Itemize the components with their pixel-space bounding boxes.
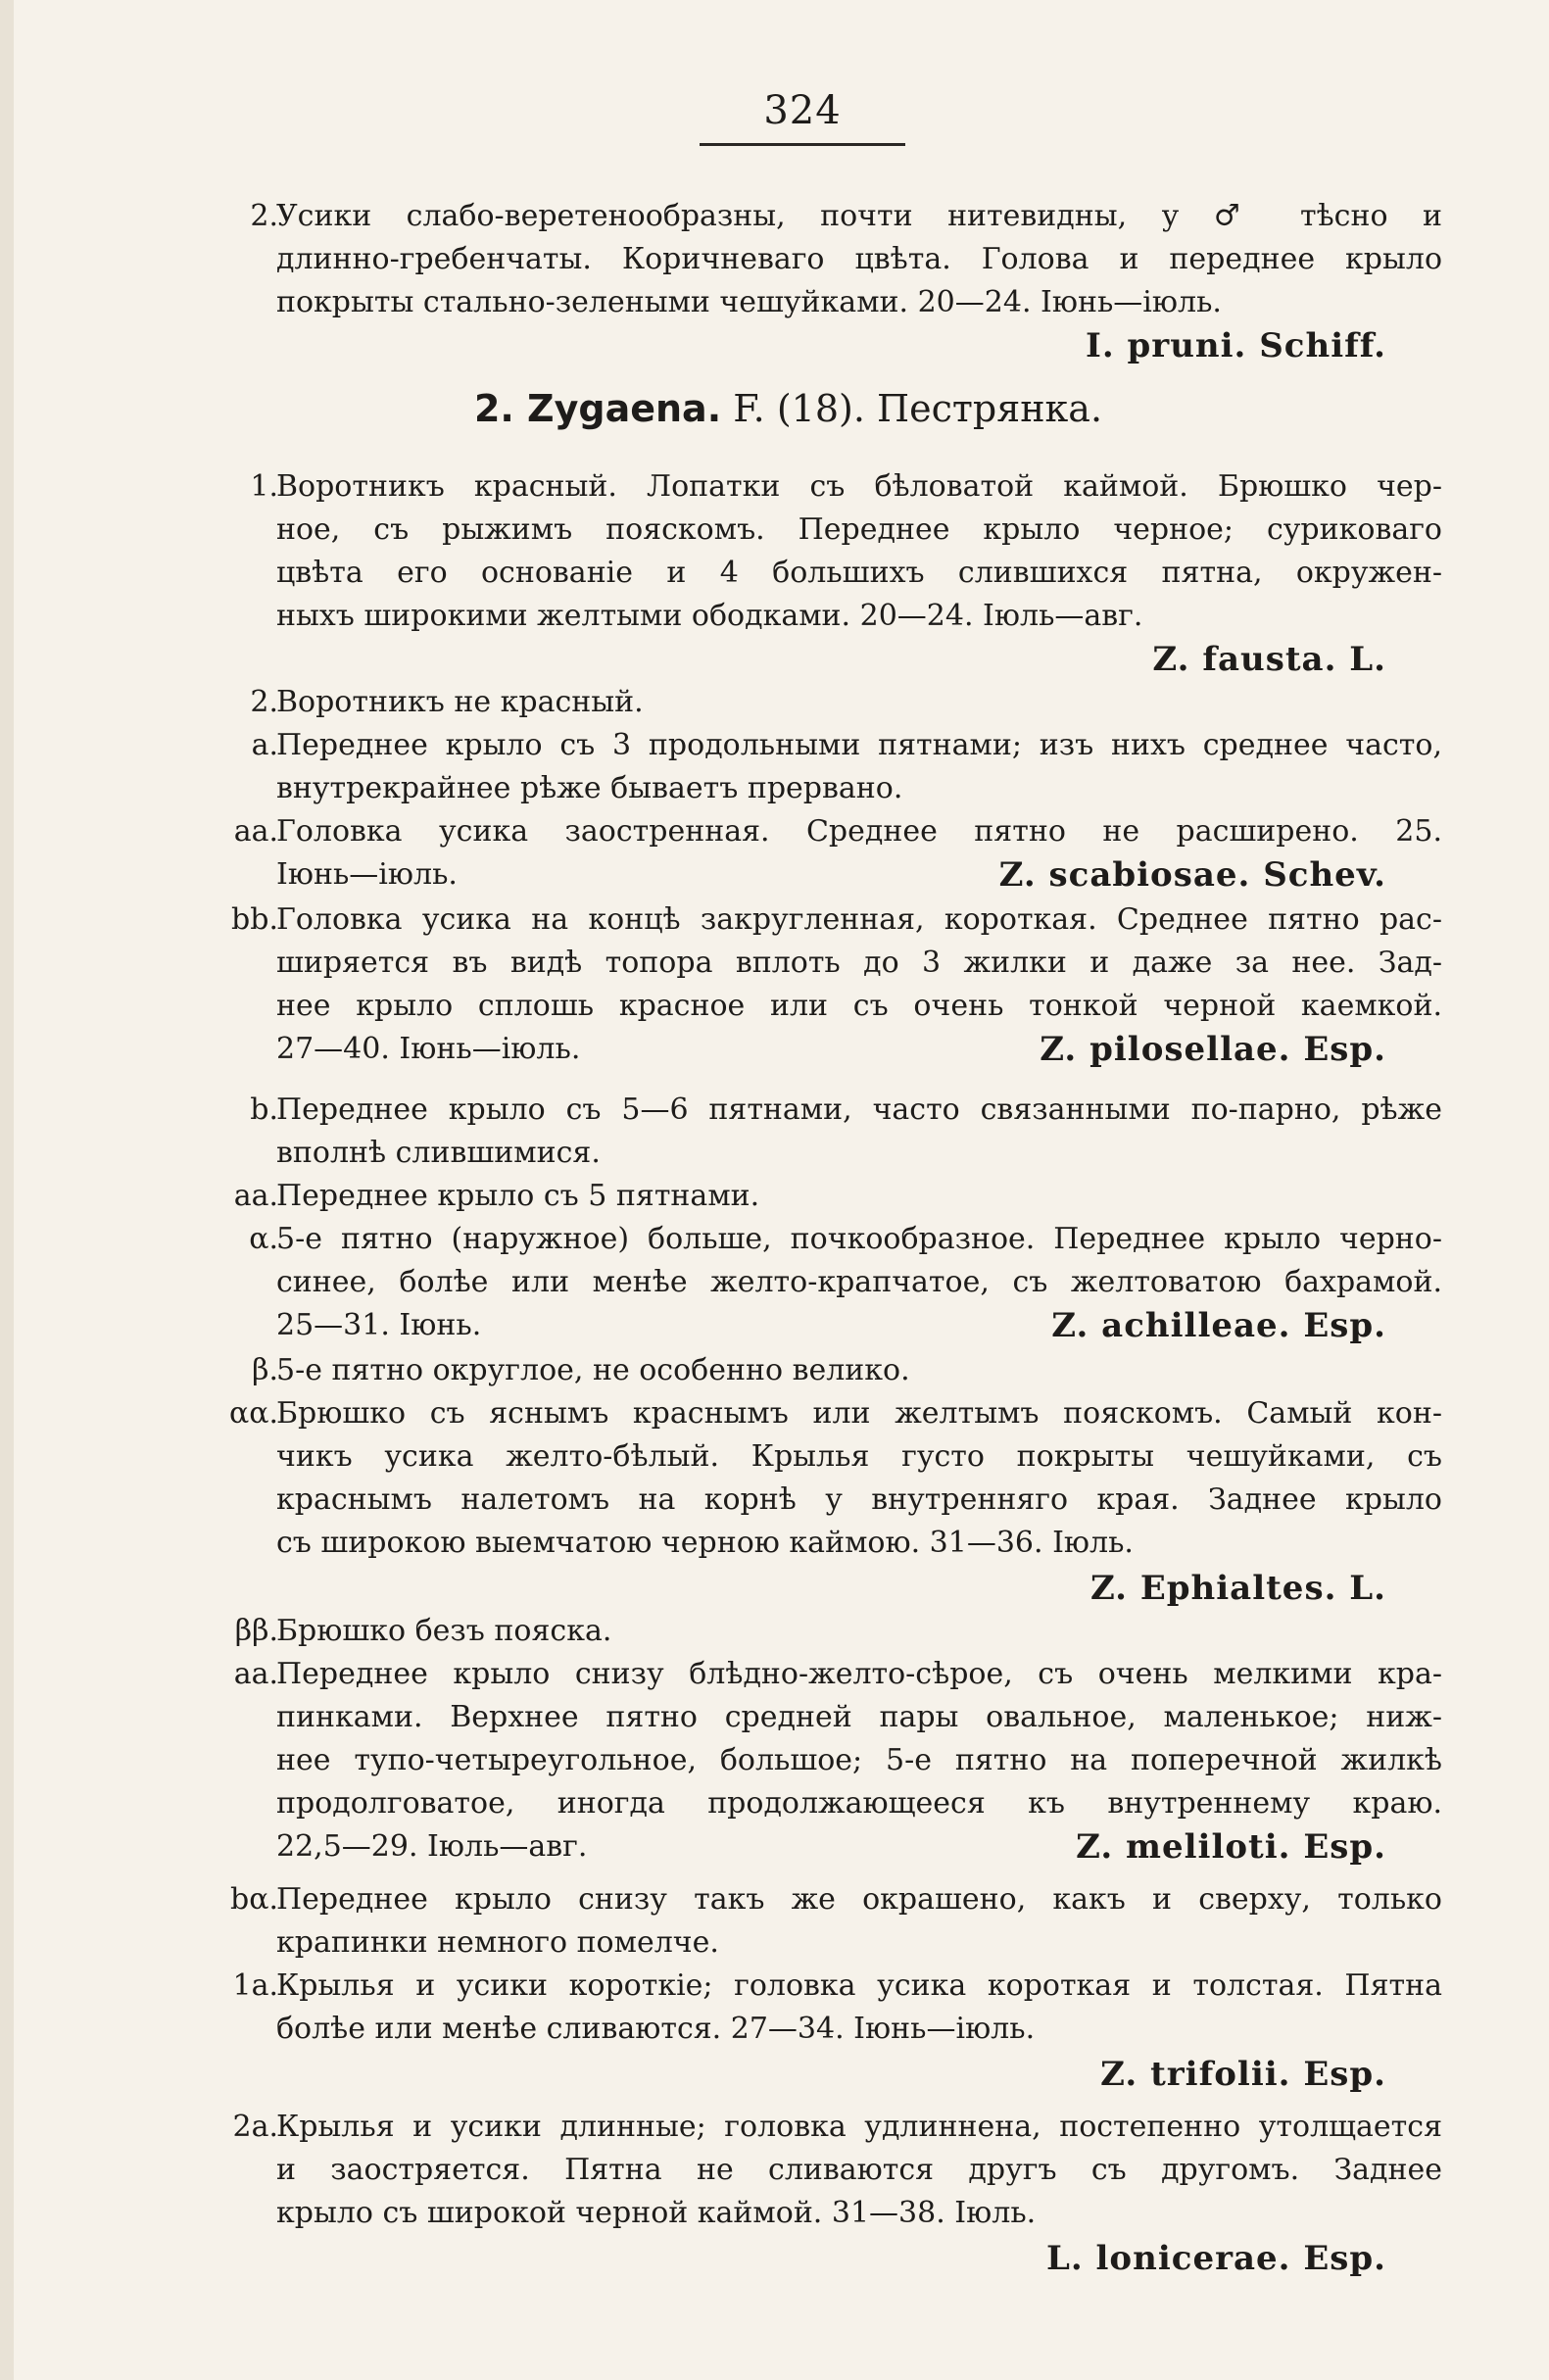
key-line (14, 1088, 1549, 1133)
key-line-text: ныхъ широкими желтыми ободками. 20—24. Іюль—авг. (276, 599, 1143, 633)
key-line-text: внутрекрайнее рѣже бываетъ прервано. (276, 771, 903, 805)
key-line (14, 1781, 1549, 1826)
key-line-text: Крылья и усики длинные; головка удлиннена, постепенно утолщается (276, 2110, 1442, 2144)
key-couplet-number: b. (250, 1093, 278, 1127)
species-name: Z. fausta. L. (1152, 640, 1386, 679)
key-line (14, 2236, 1549, 2281)
key-line (14, 1521, 1549, 1566)
key-line-text: Переднее крыло снизу блѣдно-желто-сѣрое, съ очень мелкими кра- (276, 1657, 1442, 1691)
key-line-text: нее тупо-четыреугольное, большое; 5-е пятно на поперечной жилкѣ (276, 1743, 1442, 1777)
key-line (14, 1652, 1549, 1697)
key-line-text: синее, болѣе или менѣе желто-крапчатое, съ желтоватою бахрамой. (276, 1265, 1442, 1299)
key-line (14, 323, 1549, 368)
key-line (14, 551, 1549, 596)
key-couplet-number: α. (249, 1222, 278, 1256)
key-couplet-number: β. (252, 1353, 278, 1387)
key-line (14, 1434, 1549, 1480)
key-line (14, 1920, 1549, 1966)
key-line (14, 237, 1549, 282)
species-name: Z. Ephialtes. L. (1089, 1569, 1386, 1608)
key-line-text: Іюнь—іюль. (276, 857, 458, 892)
key-couplet-number: 2a. (232, 2110, 278, 2144)
species-name: Z. scabiosae. Schev. (998, 855, 1386, 895)
key-couplet-number: 2. (250, 199, 278, 233)
key-line (14, 1824, 1549, 1870)
key-line-text: Брюшко съ яснымъ краснымъ или желтымъ пояскомъ. Самый кон- (276, 1396, 1442, 1431)
key-line-text: краснымъ налетомъ на корнѣ у внутренняго края. Заднее крыло (276, 1482, 1442, 1517)
key-line (14, 898, 1549, 943)
key-line-text: 5-е пятно (наружное) больше, почкообразное. Переднее крыло черно- (276, 1222, 1442, 1256)
key-line (14, 723, 1549, 768)
key-line-text: цвѣта его основаніе и 4 большихъ слившихся пятна, окружен- (276, 556, 1442, 590)
key-line-text: Переднее крыло съ 3 продольными пятнами; изъ нихъ среднее часто, (276, 728, 1442, 762)
key-line (14, 1695, 1549, 1740)
key-line-text: 25—31. Іюнь. (276, 1308, 482, 1342)
key-line-text: Головка усика на концѣ закругленная, короткая. Среднее пятно рас- (276, 902, 1442, 937)
key-line (14, 1174, 1549, 1219)
genus-heading (14, 384, 1549, 433)
key-line (14, 594, 1549, 639)
key-line-text: 5-е пятно округлое, не особенно велико. (276, 1353, 910, 1387)
key-line (14, 984, 1549, 1029)
key-line-text: болѣе или менѣе сливаются. 27—34. Іюнь—іюль. (276, 2012, 1036, 2046)
key-line-text: ное, съ рыжимъ пояскомъ. Переднее крыло черное; суриковаго (276, 512, 1442, 547)
key-line-text: крапинки немного помелче. (276, 1925, 719, 1960)
key-couplet-number: 1a. (232, 1968, 278, 2003)
key-line-text: длинно-гребенчаты. Коричневаго цвѣта. Голова и переднее крыло (276, 242, 1442, 276)
key-line-text: чикъ усика желто-бѣлый. Крылья густо покрыты чешуйками, съ (276, 1439, 1442, 1474)
key-line (14, 1877, 1549, 1922)
key-couplet-number: 2. (250, 685, 278, 719)
key-line (14, 1566, 1549, 1611)
key-couplet-number: αα. (228, 1396, 278, 1431)
key-line-text: Воротникъ красный. Лопатки съ бѣловатой каймой. Брюшко чер- (276, 469, 1442, 504)
species-name: L. lonicerae. Esp. (1045, 2239, 1386, 2278)
key-line-text: продолговатое, иногда продолжающееся къ внутреннему краю. (276, 1786, 1442, 1821)
key-line-text: крыло съ широкой черной каймой. 31—38. Іюль. (276, 2196, 1037, 2230)
key-couplet-number: 1. (250, 469, 278, 504)
key-line (14, 680, 1549, 725)
key-line-text: 27—40. Іюнь—іюль. (276, 1032, 581, 1066)
key-line (14, 1609, 1549, 1654)
species-name: Z. meliloti. Esp. (1076, 1827, 1386, 1867)
key-couplet-number: bb. (231, 902, 278, 937)
key-couplet-number: aa. (233, 814, 278, 849)
genus-heading-rest: F. (18). Пестрянка. (733, 387, 1103, 430)
key-line (14, 1738, 1549, 1783)
key-couplet-number: ββ. (234, 1614, 278, 1648)
key-line (14, 508, 1549, 553)
key-line (14, 1027, 1549, 1072)
key-line-text: Переднее крыло съ 5—6 пятнами, часто связанными по-парно, рѣже (276, 1093, 1442, 1127)
key-line-text: нее крыло сплошь красное или съ очень тонкой черной каемкой. (276, 989, 1442, 1023)
key-line (14, 2007, 1549, 2052)
key-line (14, 2148, 1549, 2193)
key-line (14, 2191, 1549, 2236)
key-line (14, 194, 1549, 239)
key-line-text: Усики слабо-веретенообразны, почти нитевидны, у ♂ тѣсно и (276, 199, 1442, 233)
key-line-text: Брюшко безъ пояска. (276, 1614, 612, 1648)
key-line (14, 1217, 1549, 1262)
key-couplet-number: a. (251, 728, 278, 762)
key-line (14, 1131, 1549, 1176)
key-line (14, 1478, 1549, 1523)
key-couplet-number: aa. (233, 1179, 278, 1213)
key-line-text: Головка усика заостренная. Среднее пятно не расширено. 25. (276, 814, 1442, 849)
key-line (14, 464, 1549, 510)
key-couplet-number: bα. (230, 1882, 278, 1917)
key-line-text: 22,5—29. Іюль—авг. (276, 1829, 588, 1864)
key-line (14, 280, 1549, 325)
key-line (14, 766, 1549, 811)
key-line-text: ширяется въ видѣ топора вплоть до 3 жилки и даже за нее. Зад- (276, 946, 1442, 980)
key-line (14, 1391, 1549, 1436)
page-number-rule (700, 143, 905, 146)
genus-heading-name: 2. Zygaena. (473, 387, 722, 430)
key-line (14, 809, 1549, 854)
key-line-text: вполнѣ слившимися. (276, 1136, 601, 1170)
key-line (14, 1964, 1549, 2009)
key-line (14, 941, 1549, 986)
key-line-text: Воротникъ не красный. (276, 685, 644, 719)
species-name: I. pruni. Schiff. (1085, 326, 1386, 365)
key-line (14, 1348, 1549, 1393)
key-line-text: покрыты стально-зелеными чешуйками. 20—24. Іюнь—іюль. (276, 285, 1222, 319)
key-line (14, 637, 1549, 682)
key-couplet-number: aa. (233, 1657, 278, 1691)
key-line-text: Крылья и усики короткіе; головка усика короткая и толстая. Пятна (276, 1968, 1442, 2003)
species-name: Z. pilosellae. Esp. (1040, 1030, 1386, 1069)
page-number: 324 (763, 88, 842, 133)
key-line (14, 852, 1549, 898)
key-line-text: пинками. Верхнее пятно средней пары овальное, маленькое; ниж- (276, 1700, 1442, 1734)
species-name: Z. achilleae. Esp. (1051, 1306, 1386, 1345)
key-line-text: съ широкою выемчатою черною каймою. 31—36. Іюль. (276, 1526, 1134, 1560)
key-line-text: и заостряется. Пятна не сливаются другъ съ другомъ. Заднее (276, 2153, 1442, 2187)
key-line (14, 1260, 1549, 1305)
species-name: Z. trifolii. Esp. (1100, 2055, 1386, 2094)
key-line (14, 1303, 1549, 1348)
key-line-text: Переднее крыло съ 5 пятнами. (276, 1179, 760, 1213)
key-line (14, 2052, 1549, 2097)
key-line (14, 2105, 1549, 2150)
key-line-text: Переднее крыло снизу такъ же окрашено, какъ и сверху, только (276, 1882, 1442, 1917)
